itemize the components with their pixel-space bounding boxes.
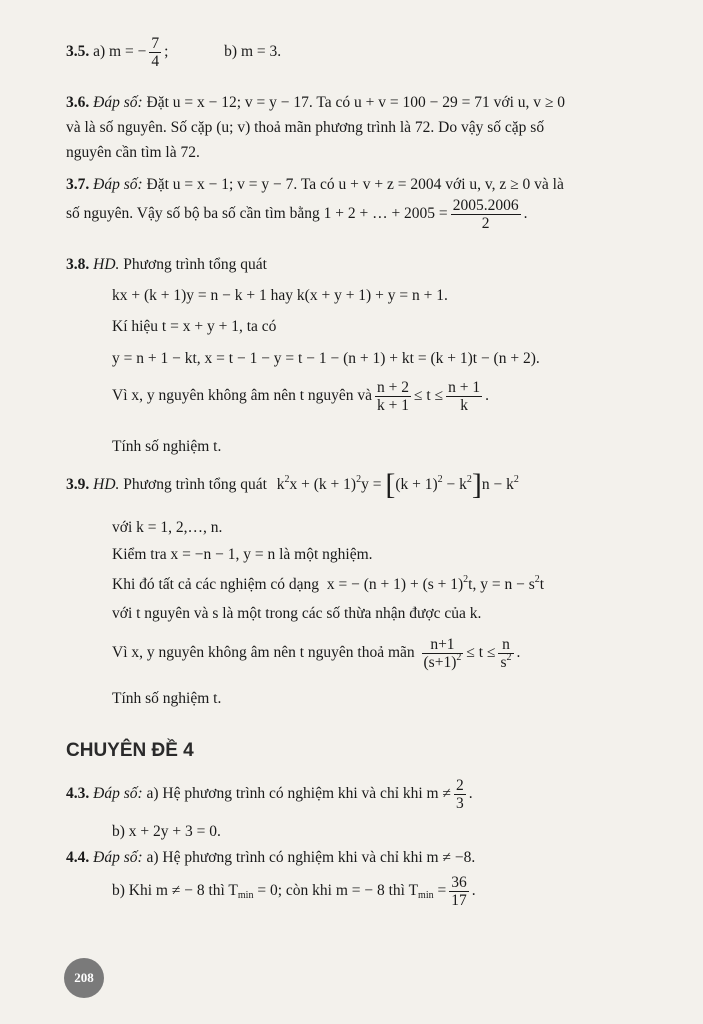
answer-tag: Đáp số: (93, 94, 143, 111)
answer-3-9-line3: Kiểm tra x = −n − 1, y = n là một nghiệm. (112, 546, 373, 563)
problem-label: 3.5. (66, 43, 90, 61)
denominator: 3 (456, 795, 464, 812)
answer-3-5 (66, 35, 281, 70)
answer-3-9-line4 (112, 575, 544, 595)
text: Phương trình tổng quát (123, 476, 267, 493)
answer-3-8-line3: Kí hiệu t = x + y + 1, ta có (112, 318, 277, 335)
fraction (149, 35, 161, 70)
answer-3-7-line2 (66, 197, 527, 232)
answer-4-3-line2: b) x + 2y + 3 = 0. (112, 823, 221, 840)
section-heading: CHUYÊN ĐỀ 4 (66, 740, 194, 761)
answer-3-8-line6: Tính số nghiệm t. (112, 438, 222, 455)
answer-3-7-line1 (66, 175, 564, 195)
answer-tag: Đáp số: (93, 785, 143, 803)
text: Khi đó tất cả các nghiệm có dạng (112, 576, 320, 593)
answer-4-3-line1 (66, 777, 473, 812)
numerator: 7 (151, 35, 160, 52)
answer-3-9-line6: Vì x, y nguyên không âm nên t nguyên thoả mãn $\frac{n+1}{(s+1)^2}$ ≤ t ≤ $\frac{n}{s^2}$ . (112, 636, 521, 671)
numerator: 2 (456, 777, 464, 794)
text: Vì x, y nguyên không âm nên t nguyên và (112, 387, 373, 405)
text: . (468, 785, 473, 803)
problem-label: 3.8. (66, 256, 90, 273)
text: b) Khi m ≠ − 8 thì T (112, 882, 238, 900)
text: a) Hệ phương trình có nghiệm khi và chỉ khi m ≠ −8. (146, 849, 476, 866)
hint-tag: HD. (93, 476, 120, 493)
problem-label: 4.3. (66, 785, 90, 803)
text: . (523, 205, 528, 223)
answer-3-6-line3: nguyên cần tìm là 72. (66, 144, 200, 161)
numerator: n + 2 (377, 379, 410, 396)
answer-3-6-line1 (66, 93, 565, 113)
text: số nguyên. Vậy số bộ ba số cần tìm bằng 1 + 2 + … + 2005 = (66, 205, 448, 223)
fraction (449, 874, 469, 909)
numerator: 36 (451, 874, 467, 891)
numerator: n (498, 636, 513, 654)
page-number-badge: 208 (64, 958, 104, 998)
denominator: $s^2$ (500, 652, 512, 671)
denominator: $(s+1)^2$ (423, 652, 462, 671)
numerator: n + 1 (448, 379, 481, 396)
denominator: k (460, 397, 468, 414)
answer-3-8-line1 (66, 255, 267, 275)
fraction (422, 636, 464, 671)
fraction (446, 379, 482, 414)
fraction (498, 636, 513, 671)
hint-tag: HD. (93, 256, 120, 273)
numerator: n+1 (422, 636, 464, 654)
text: ≤ t ≤ (414, 387, 444, 405)
text: a) m = − (93, 43, 147, 61)
answer-4-4-line2: b) Khi m ≠ − 8 thì $T_{min} = 0$; còn khi m = − 8 thì $T_{min}$ = $\frac{36}{17}$ . (112, 874, 476, 909)
fraction (375, 379, 411, 414)
problem-label: 4.4. (66, 849, 90, 866)
answer-4-4-line1 (66, 848, 475, 868)
text: = 0; còn khi m = − 8 thì T (257, 882, 419, 900)
subscript: min (418, 890, 434, 902)
answer-3-6-line2: và là số nguyên. Số cặp (u; v) thoả mãn phương trình là 72. Do vậy số cặp số (66, 119, 545, 136)
problem-label: 3.9. (66, 476, 90, 493)
equation: $k^2x + (k + 1)^2y = [(k + 1)^2 - k^2]n - k^2$ (276, 468, 519, 501)
denominator: 2 (481, 215, 490, 232)
text: ; (164, 43, 169, 61)
text: Đặt u = x − 1; v = y − 7. Ta có u + v + z = 2004 với u, v, z ≥ 0 và là (146, 176, 564, 193)
text: Phương trình tổng quát (123, 256, 267, 273)
problem-label: 3.7. (66, 176, 90, 193)
problem-label: 3.6. (66, 94, 90, 111)
denominator: 4 (151, 53, 160, 70)
answer-3-9-line5: với t nguyên và s là một trong các số thừa nhận được của k. (112, 605, 482, 622)
answer-3-8-line5 (112, 379, 489, 414)
answer-3-9-line7: Tính số nghiệm t. (112, 690, 222, 707)
text: a) Hệ phương trình có nghiệm khi và chỉ khi m ≠ (146, 785, 451, 803)
fraction (451, 197, 521, 232)
text: Vì x, y nguyên không âm nên t nguyên thoả mãn (112, 644, 415, 662)
text: Đặt u = x − 12; v = y − 17. Ta có u + v = 100 − 29 = 71 với u, v ≥ 0 (146, 94, 566, 111)
answer-3-9-line2: với k = 1, 2,…, n. (112, 519, 223, 536)
answer-3-8-line2: kx + (k + 1)y = n − k + 1 hay k(x + y + 1) + y = n + 1. (112, 287, 448, 304)
text: b) m = 3. (224, 43, 282, 61)
fraction (454, 777, 466, 812)
text: . (485, 387, 489, 405)
numerator: 2005.2006 (452, 197, 519, 214)
answer-3-8-line4: y = n + 1 − kt, x = t − 1 − y = t − 1 − (n + 1) + kt = (k + 1)t − (n + 2). (112, 350, 540, 367)
subscript: min (237, 890, 254, 902)
text: . (471, 882, 476, 900)
denominator: 17 (451, 892, 467, 909)
equation: x = − $(n + 1) + (s + 1)^2t$, $y = n - s^2t$ (326, 574, 545, 593)
answer-tag: Đáp số: (93, 176, 143, 193)
answer-3-9-line1 (66, 468, 519, 501)
answer-tag: Đáp số: (93, 849, 143, 866)
denominator: k + 1 (377, 397, 410, 414)
